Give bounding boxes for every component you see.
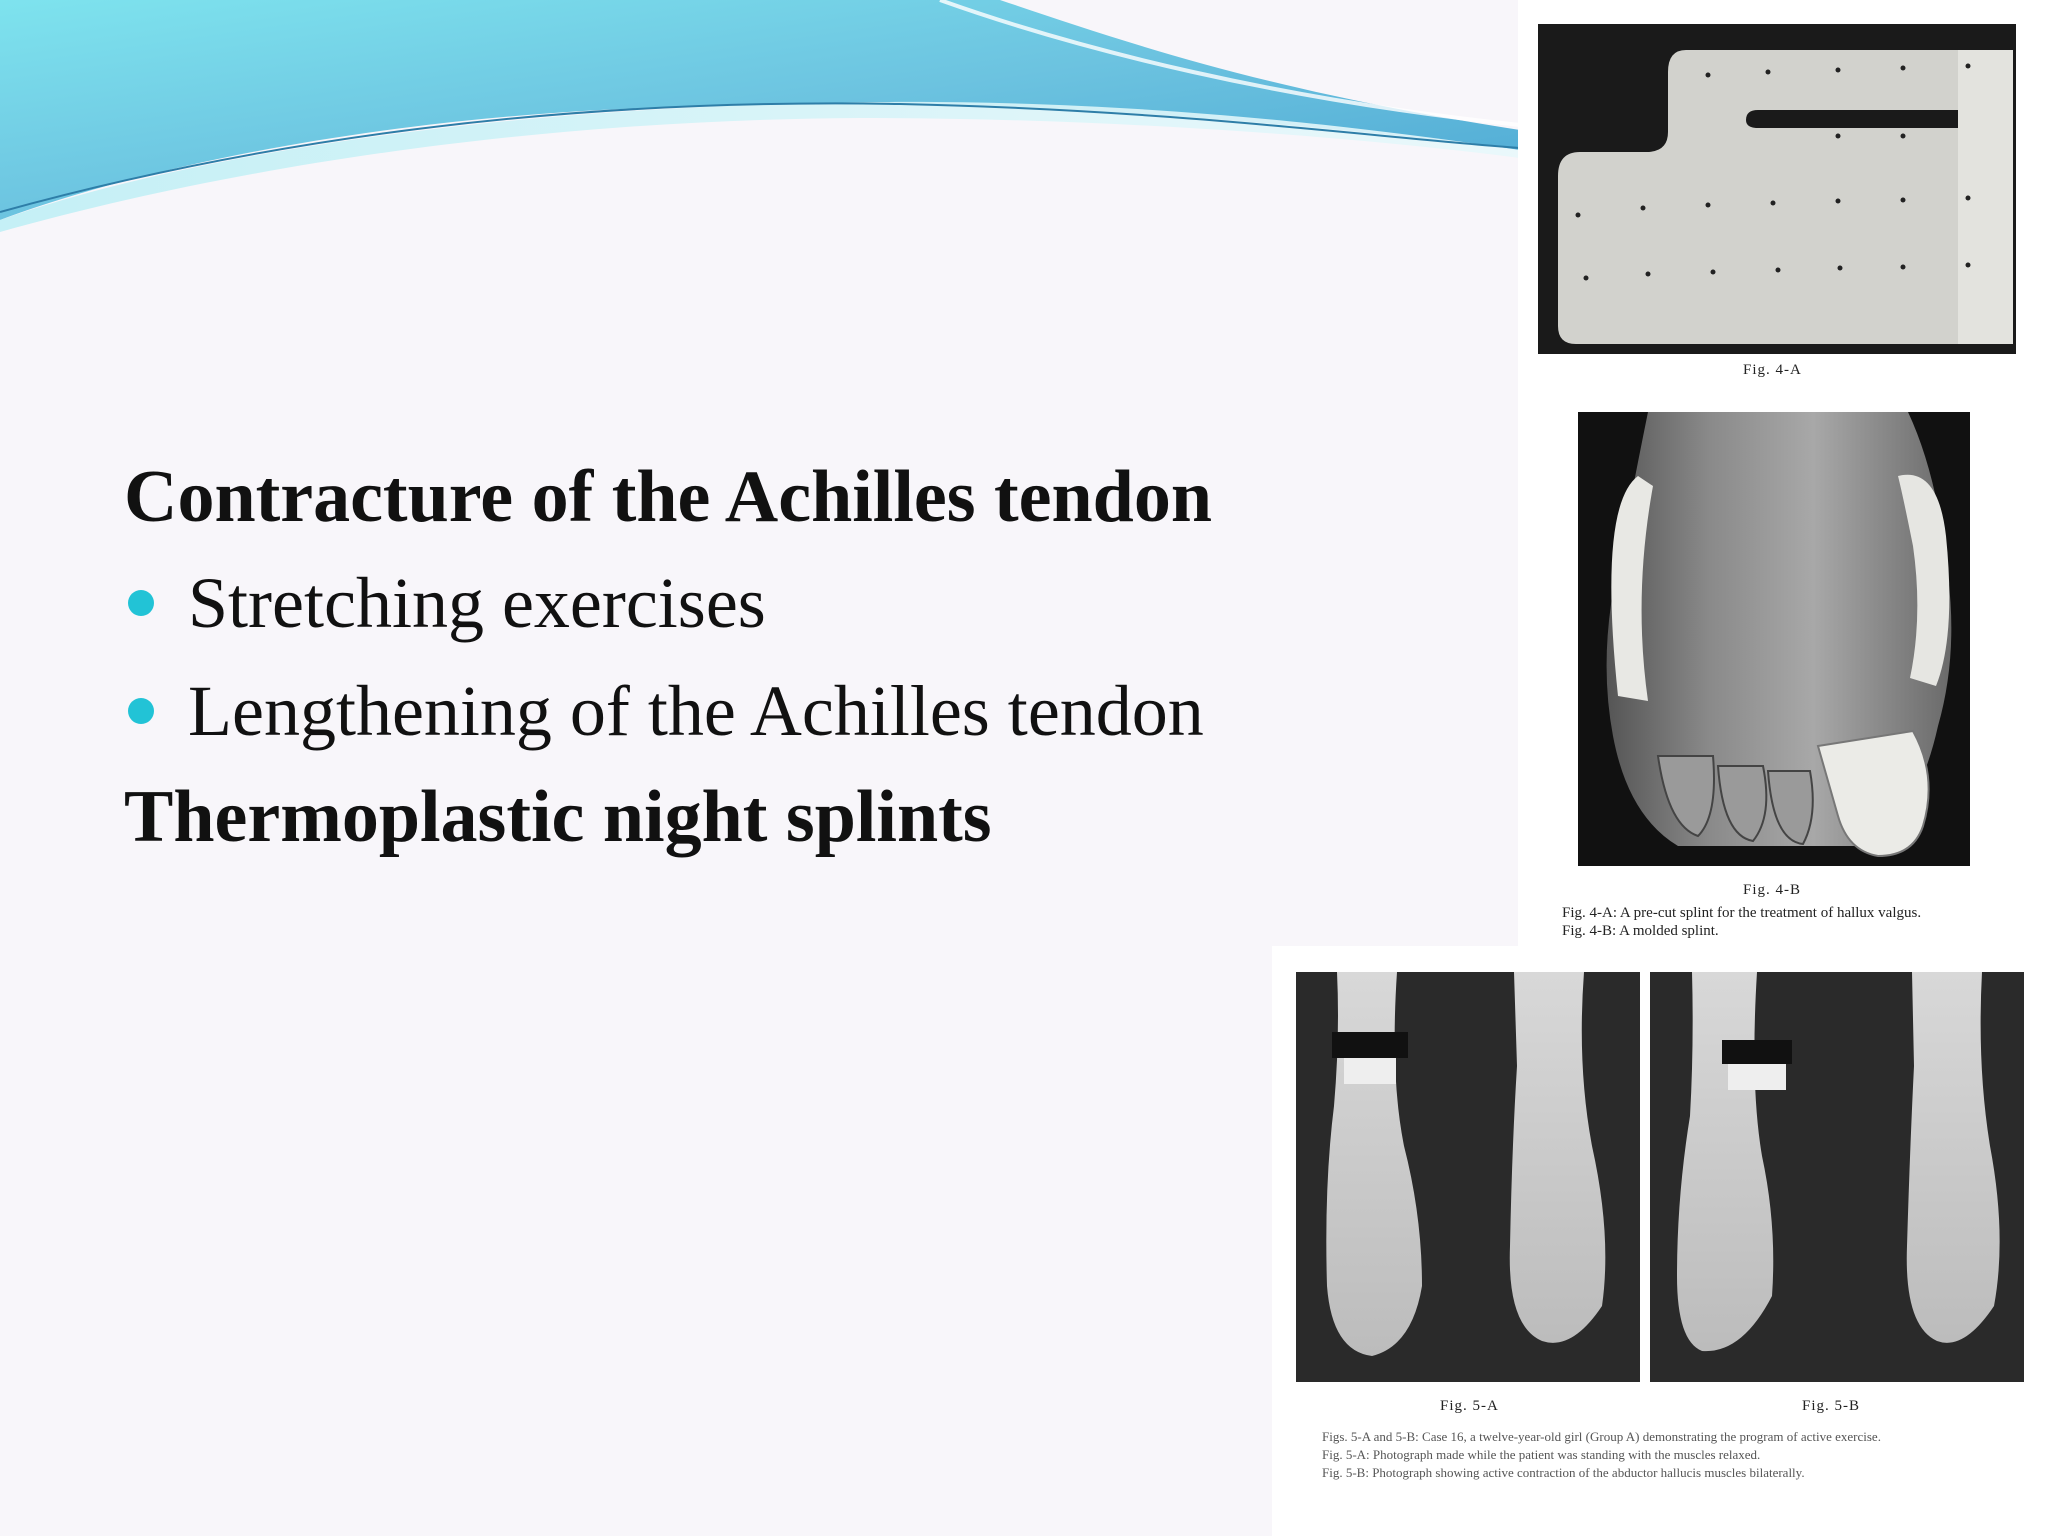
header-wave-decoration (0, 0, 1520, 240)
fig-5-caption-3: Fig. 5-B: Photograph showing active contraction of the abductor hallucis muscles bilaterally. (1322, 1465, 1805, 1480)
figure-4a-image (1518, 0, 2048, 396)
heading-achilles: Contracture of the Achilles tendon (124, 456, 1212, 538)
figure-4b-image (1518, 396, 2048, 946)
bullet-text: Stretching exercises (188, 563, 766, 643)
bullet-stretching (124, 549, 1324, 657)
fig-4-caption-1: Fig. 4-A: A pre-cut splint for the treatment of hallux valgus. (1562, 905, 1922, 921)
heading-splints: Thermoplastic night splints (124, 776, 992, 858)
feet-comparison-photos (1272, 946, 2048, 1396)
fig-5a-label: Fig. 5-A (1440, 1398, 1499, 1414)
fig-4a-label: Fig. 4-A (1743, 362, 1802, 378)
bullet-text: Lengthening of the Achilles tendon (188, 671, 1204, 751)
fig-4-caption-2: Fig. 4-B: A molded splint. (1562, 923, 1719, 939)
figure-5-images (1272, 946, 2048, 1536)
bullet-lengthening (124, 657, 1324, 765)
fig-5-caption-2: Fig. 5-A: Photograph made while the patient was standing with the muscles relaxed. (1322, 1447, 1761, 1462)
molded-splint-photo (1518, 396, 2048, 876)
precut-splint-photo (1518, 0, 2048, 360)
fig-4b-label: Fig. 4-B (1743, 882, 1802, 898)
fig-5-caption-1: Figs. 5-A and 5-B: Case 16, a twelve-year-old girl (Group A) demonstrating the program of active exercise. (1322, 1429, 1881, 1444)
fig-5b-label: Fig. 5-B (1802, 1398, 1861, 1414)
bullet-dot-icon (128, 698, 154, 724)
slide-body (124, 445, 1324, 869)
bullet-dot-icon (128, 590, 154, 616)
